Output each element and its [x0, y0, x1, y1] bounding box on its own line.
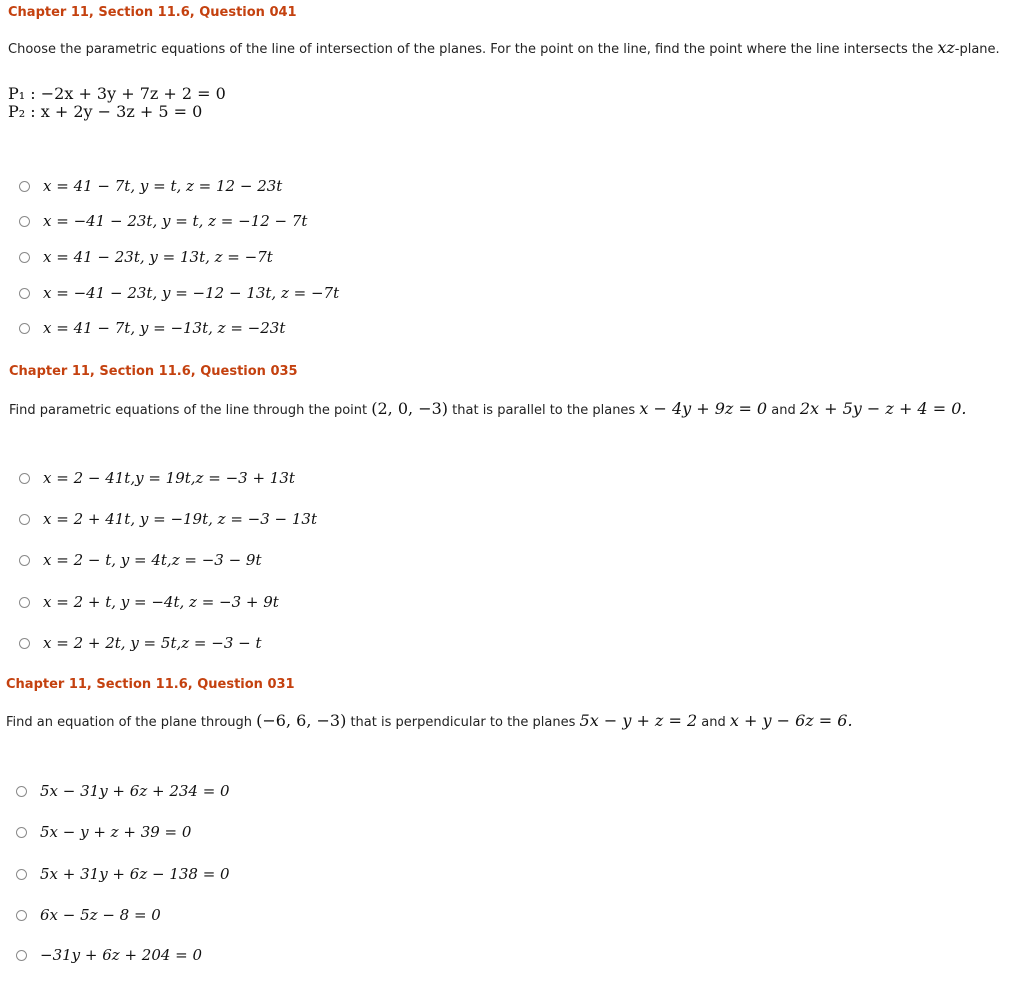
- q2-option-2[interactable]: [19, 508, 317, 530]
- q1-option-4-label: x = −41 − 23t, y = −12 − 13t, z = −7t: [43, 284, 340, 302]
- q3-option-5-label: −31y + 6z + 204 = 0: [40, 946, 203, 964]
- q1-prompt: [8, 38, 1000, 57]
- radio-button[interactable]: [16, 869, 27, 880]
- radio-button[interactable]: [19, 216, 30, 227]
- q2-prompt-text: Find parametric equations of the line through the point: [9, 403, 372, 418]
- q2-prompt-mid: that is parallel to the planes: [448, 403, 640, 418]
- q3-option-3[interactable]: [16, 863, 230, 885]
- q3-option-5[interactable]: [16, 944, 202, 966]
- radio-button[interactable]: [16, 910, 27, 921]
- radio-button[interactable]: [16, 827, 27, 838]
- radio-button[interactable]: [16, 786, 27, 797]
- radio-button[interactable]: [19, 252, 30, 263]
- radio-button[interactable]: [19, 514, 30, 525]
- q1-plane-1: P₁ : −2x + 3y + 7z + 2 = 0: [8, 84, 226, 103]
- q3-prompt-and: and: [697, 715, 730, 730]
- q1-planes: [8, 85, 226, 121]
- radio-button[interactable]: [19, 323, 30, 334]
- q1-prompt-suffix: -plane.: [954, 42, 1000, 57]
- q1-plane-2: P₂ : x + 2y − 3z + 5 = 0: [8, 102, 203, 121]
- q3-option-4-label: 6x − 5z − 8 = 0: [40, 906, 161, 924]
- q3-option-2[interactable]: [16, 821, 191, 843]
- q3-heading: Chapter 11, Section 11.6, Question 031: [6, 677, 295, 692]
- q3-prompt-text: Find an equation of the plane through: [6, 715, 257, 730]
- q2-option-4-label: x = 2 + t, y = −4t, z = −3 + 9t: [43, 593, 279, 611]
- q3-option-2-label: 5x − y + z + 39 = 0: [40, 823, 192, 841]
- q1-option-4[interactable]: [19, 282, 339, 304]
- q3-prompt: [6, 711, 853, 730]
- q2-option-1-label: x = 2 − 41t,y = 19t,z = −3 + 13t: [43, 469, 295, 487]
- q1-option-2[interactable]: [19, 210, 307, 232]
- radio-button[interactable]: [19, 288, 30, 299]
- q1-option-1[interactable]: [19, 175, 282, 197]
- q2-prompt-and: and: [767, 403, 800, 418]
- radio-button[interactable]: [19, 597, 30, 608]
- q2-option-3-label: x = 2 − t, y = 4t,z = −3 − 9t: [43, 551, 262, 569]
- q2-option-1[interactable]: [19, 467, 295, 489]
- q3-option-1[interactable]: [16, 780, 230, 802]
- q1-prompt-math: xz: [937, 38, 955, 57]
- q3-prompt-mid: that is perpendicular to the planes: [346, 715, 580, 730]
- q1-option-5[interactable]: [19, 317, 285, 339]
- radio-button[interactable]: [16, 950, 27, 961]
- q3-plane-a: 5x − y + z = 2: [579, 711, 698, 730]
- q1-option-3[interactable]: [19, 246, 273, 268]
- q2-plane-a: x − 4y + 9z = 0: [639, 399, 768, 418]
- radio-button[interactable]: [19, 473, 30, 484]
- q1-option-2-label: x = −41 − 23t, y = t, z = −12 − 7t: [43, 212, 308, 230]
- q2-option-4[interactable]: [19, 591, 279, 613]
- radio-button[interactable]: [19, 181, 30, 192]
- radio-button[interactable]: [19, 555, 30, 566]
- q3-plane-b: x + y − 6z = 6.: [729, 711, 853, 730]
- q1-option-5-label: x = 41 − 7t, y = −13t, z = −23t: [43, 319, 286, 337]
- q2-option-5-label: x = 2 + 2t, y = 5t,z = −3 − t: [43, 634, 262, 652]
- q1-heading: Chapter 11, Section 11.6, Question 041: [8, 5, 297, 20]
- q2-prompt: [9, 399, 966, 418]
- q2-option-5[interactable]: [19, 632, 262, 654]
- q2-option-2-label: x = 2 + 41t, y = −19t, z = −3 − 13t: [43, 510, 317, 528]
- radio-button[interactable]: [19, 638, 30, 649]
- q2-heading: Chapter 11, Section 11.6, Question 035: [9, 364, 298, 379]
- q1-prompt-text: Choose the parametric equations of the line of intersection of the planes. For the point on the line, find the point where the line intersects the: [8, 42, 938, 57]
- q2-point: (2, 0, −3): [371, 399, 449, 418]
- q3-point: (−6, 6, −3): [256, 711, 347, 730]
- q2-plane-b: 2x + 5y − z + 4 = 0.: [799, 399, 967, 418]
- q1-option-1-label: x = 41 − 7t, y = t, z = 12 − 23t: [43, 177, 283, 195]
- q1-option-3-label: x = 41 − 23t, y = 13t, z = −7t: [43, 248, 273, 266]
- q3-option-1-label: 5x − 31y + 6z + 234 = 0: [40, 782, 230, 800]
- q3-option-3-label: 5x + 31y + 6z − 138 = 0: [40, 865, 230, 883]
- q3-option-4[interactable]: [16, 904, 161, 926]
- q2-option-3[interactable]: [19, 549, 262, 571]
